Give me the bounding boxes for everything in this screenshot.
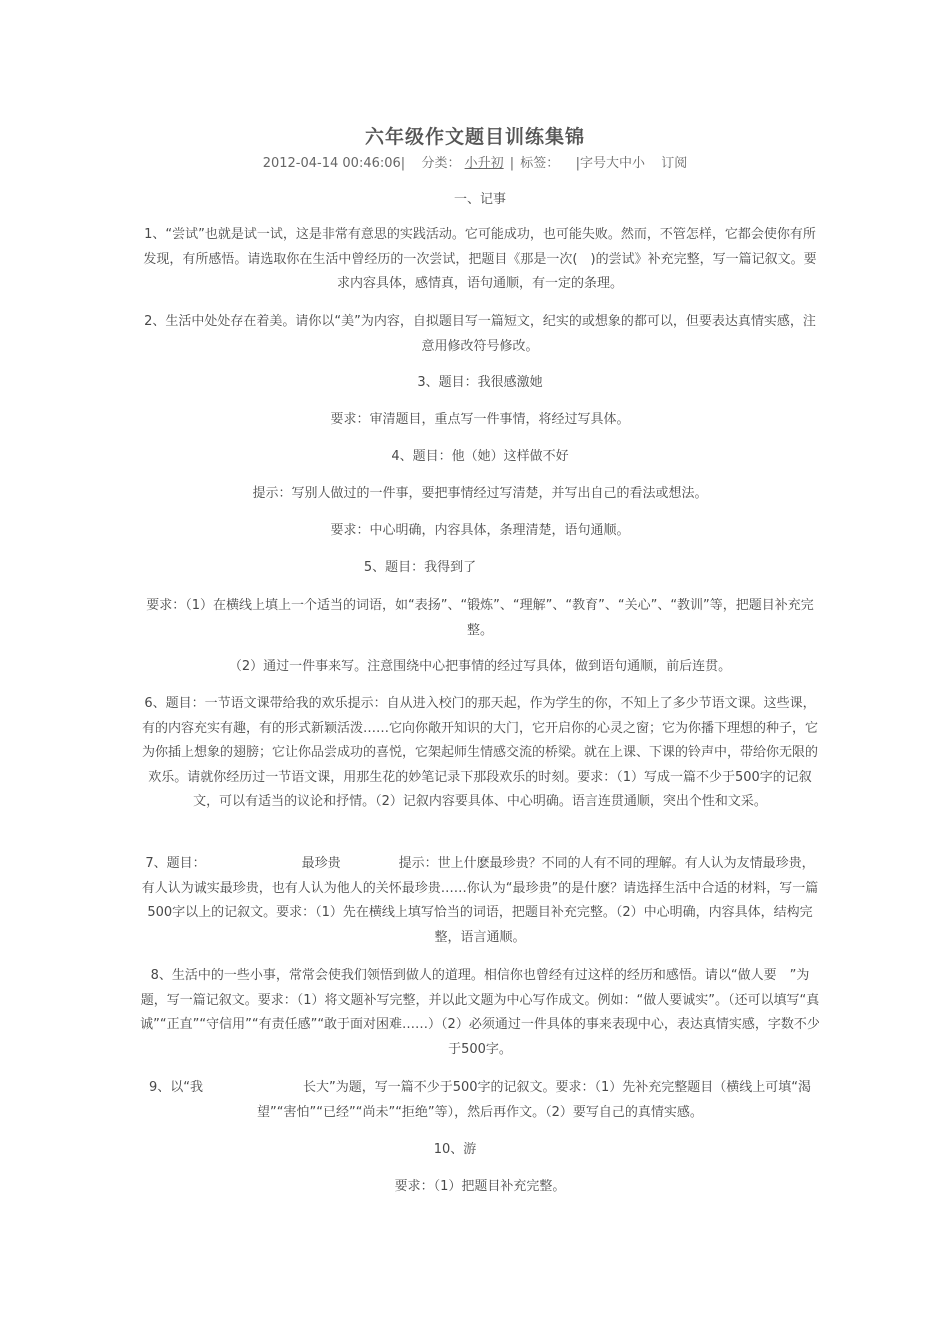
subscribe-link[interactable]: 订阅 [661,156,688,171]
prompt-item-5-title [140,556,820,581]
prompt-item-6 [140,692,820,815]
prompt-number: 9、以“我 [148,1080,203,1095]
prompt-item-7 [140,852,820,950]
prompt-item-3-requirement [140,408,820,433]
prompt-item-10-title [140,1138,820,1163]
prompt-item-4-title [140,445,820,470]
meta-separator: | [509,156,515,171]
prompt-text: 2、生活中处处存在着美。请你以“美”为内容，自拟题目写一篇短文，纪实的或想象的都可以，但要表达真情实感，注意用修改符号修改。 [144,314,816,354]
prompt-item-5-requirement-1 [140,594,820,643]
category-link[interactable]: 小升初 [464,156,504,171]
prompt-number: 7、题目： [145,856,206,871]
post-date: 2012-04-14 00:46:06| [262,156,406,171]
prompt-item-5-requirement-2 [140,655,820,680]
prompt-title: 3、题目：我很感激她 [417,375,543,390]
prompt-item-4-hint [140,482,820,507]
prompt-requirement: 要求：中心明确，内容具体，条理清楚，语句通顺。 [330,523,630,538]
prompt-requirement: 长大”为题，写一篇不少于500字的记叙文。要求：（1）先补充完整题目（横线上可填“渴望”“害怕”“已经”“尚未”“拒绝”等），然后再作文。（2）要写自己的真情实感。 [257,1080,812,1120]
section-heading [140,188,820,213]
article-meta [0,152,950,171]
prompt-title-text: 最珍贵 [301,856,341,871]
prompt-text: 8、生活中的一些小事，常常会使我们领悟到做人的道理。相信你也曾经有过这样的经历和感悟。请以“做人要 ”为题，写一篇记叙文。要求：（1）将文题补写完整，并以此文题为中心写作成文。例如：“做人要诚实”。（还可以填写“真诚”“正直”“守信用”“有责任感”“敢于面对困难……）（2）必须通过一件具体的事来表现中心，表达真情实感，字数不少于500字。 [140,968,820,1057]
prompt-requirement: 要求：（1）把题目补充完整。 [394,1179,566,1194]
prompt-text: 1、“尝试”也就是试一试，这是非常有意思的实践活动。它可能成功，也可能失败。然而，不管怎样，它都会使你有所发现，有所感悟。请选取你在生活中曾经历的一次尝试，把题目《那是一次( )的尝试》补充完整，写一篇记叙文。要求内容具体，感情真，语句通顺，有一定的条理。 [143,227,817,291]
prompt-text [140,1076,820,1125]
font-size-control[interactable]: |字号大中小 [575,156,645,171]
prompt-item-2 [140,310,820,359]
prompt-item-10-requirement [140,1175,820,1200]
prompt-item-8 [140,964,820,1062]
prompt-item-3-title [140,371,820,396]
prompt-item-4-requirement [140,519,820,544]
prompt-item-1 [140,223,820,297]
prompt-requirement: 要求：（1）在横线上填上一个适当的词语，如“表扬”、“锻炼”、“理解”、“教育”、“关心”、“教训”等，把题目补充完整。 [146,598,814,638]
prompt-title: 5、题目：我得到了 [363,560,477,575]
page-title: 六年级作文题目训练集锦 [364,126,585,148]
prompt-title: 10、游 [433,1142,477,1157]
prompt-hint: 提示：写别人做过的一件事，要把事情经过写清楚，并写出自己的看法或想法。 [252,486,708,501]
prompt-hint: 提示：世上什麽最珍贵？不同的人有不同的理解。有人认为友情最珍贵，有人认为诚实最珍贵，也有人认为他人的关怀最珍贵……你认为“最珍贵”的是什麽？请选择生活中合适的材料，写一篇500字以上的记叙文。要求：（1）先在横线上填写恰当的词语，把题目补充完整。（2）中心明确，内容具体，结构完整，语言通顺。 [141,856,819,945]
prompt-requirement: 要求：审清题目，重点写一件事情，将经过写具体。 [330,412,630,427]
category-label: 分类： [421,156,461,171]
prompt-item-9 [140,1076,820,1125]
prompt-text: 6、题目：一节语文课带给我的欢乐提示：自从进入校门的那天起，作为学生的你，不知上了多少节语文课。这些课，有的内容充实有趣，有的形式新颖活泼……它向你敞开知识的大门，它开启你的心灵之窗；它为你播下理想的种子，它为你插上想象的翅膀；它让你品尝成功的喜悦，它架起师生情感交流的桥梁。就在上课、下课的铃声中，带给你无限的欢乐。请就你经历过一节语文课，用那生花的妙笔记录下那段欢乐的时刻。要求：（1）写成一篇不少于500字的记叙文，可以有适当的议论和抒情。（2）记叙内容要具体、中心明确。语言连贯通顺，突出个性和文采。 [141,696,818,809]
prompt-text [140,852,820,950]
tag-label: 标签： [520,156,560,171]
prompt-title: 4、题目：他（她）这样做不好 [391,449,569,464]
section-heading-text: 一、记事 [453,192,506,207]
prompt-requirement: （2）通过一件事来写。注意围绕中心把事情的经过写具体，做到语句通顺，前后连贯。 [228,659,732,674]
